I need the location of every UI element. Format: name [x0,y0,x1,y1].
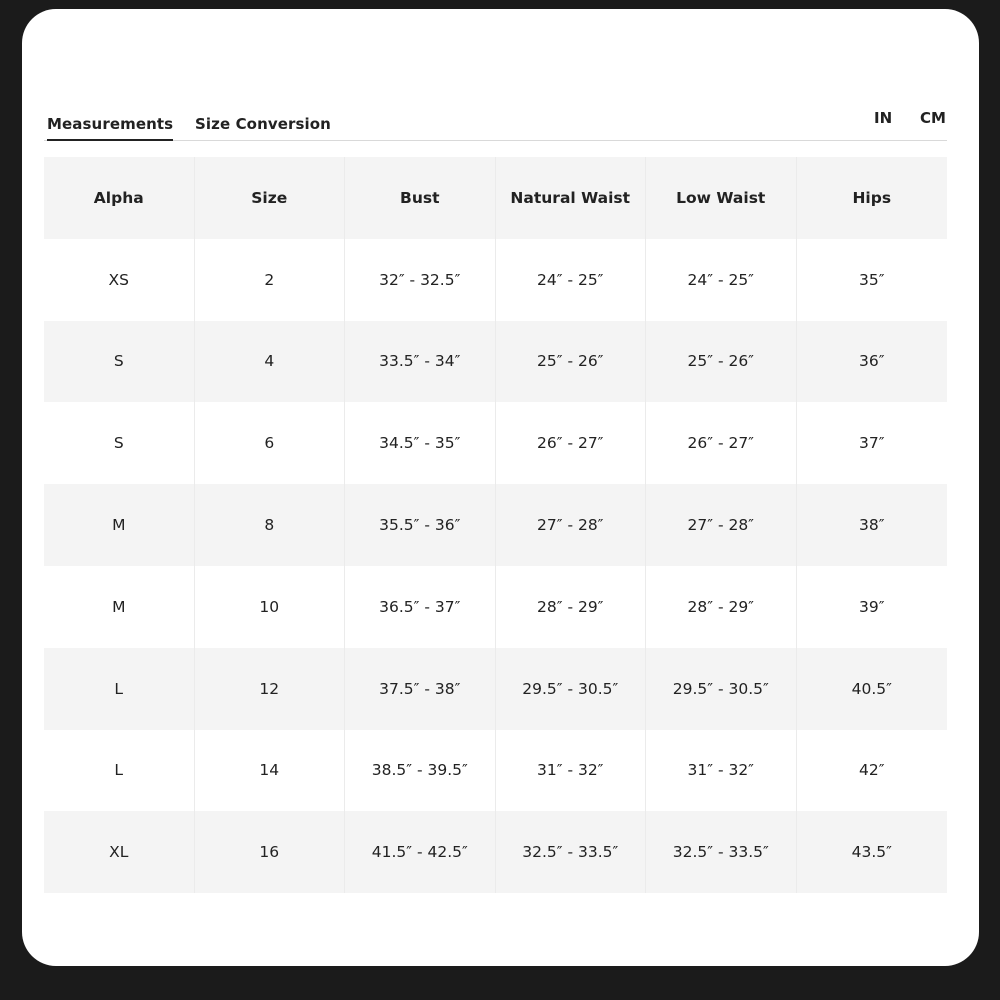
column-header-bust: Bust [345,157,496,239]
unit-toggle-in[interactable]: IN [874,109,893,127]
tab-size-conversion[interactable]: Size Conversion [195,115,331,133]
table-row [44,402,947,484]
cell-low-waist: 28″ - 29″ [646,566,797,648]
cell-bust: 33.5″ - 34″ [345,321,496,403]
cell-alpha: L [44,730,195,812]
cell-natural-waist: 27″ - 28″ [496,484,647,566]
cell-alpha: S [44,321,195,403]
cell-size: 16 [195,811,346,893]
cell-bust: 41.5″ - 42.5″ [345,811,496,893]
cell-bust: 32″ - 32.5″ [345,239,496,321]
table-body [44,239,947,893]
cell-hips: 43.5″ [797,811,948,893]
table-header-row [44,157,947,239]
tab-bar [44,110,947,141]
cell-alpha: M [44,566,195,648]
cell-hips: 42″ [797,730,948,812]
cell-low-waist: 31″ - 32″ [646,730,797,812]
cell-bust: 35.5″ - 36″ [345,484,496,566]
cell-size: 8 [195,484,346,566]
cell-low-waist: 29.5″ - 30.5″ [646,648,797,730]
cell-low-waist: 25″ - 26″ [646,321,797,403]
cell-natural-waist: 32.5″ - 33.5″ [496,811,647,893]
table-row [44,811,947,893]
cell-bust: 38.5″ - 39.5″ [345,730,496,812]
size-chart-card [22,9,979,966]
cell-alpha: L [44,648,195,730]
cell-size: 14 [195,730,346,812]
cell-alpha: S [44,402,195,484]
cell-hips: 35″ [797,239,948,321]
table-row [44,321,947,403]
cell-hips: 38″ [797,484,948,566]
table-row [44,484,947,566]
cell-natural-waist: 25″ - 26″ [496,321,647,403]
table-row [44,239,947,321]
table-row [44,730,947,812]
cell-size: 10 [195,566,346,648]
column-header-size: Size [195,157,346,239]
table-row [44,648,947,730]
cell-size: 12 [195,648,346,730]
cell-natural-waist: 29.5″ - 30.5″ [496,648,647,730]
cell-natural-waist: 28″ - 29″ [496,566,647,648]
unit-toggle-cm[interactable]: CM [920,109,946,127]
cell-size: 6 [195,402,346,484]
cell-hips: 40.5″ [797,648,948,730]
measurements-table [44,157,947,893]
cell-hips: 37″ [797,402,948,484]
cell-bust: 36.5″ - 37″ [345,566,496,648]
cell-hips: 39″ [797,566,948,648]
cell-low-waist: 26″ - 27″ [646,402,797,484]
column-header-low-waist: Low Waist [646,157,797,239]
cell-natural-waist: 26″ - 27″ [496,402,647,484]
column-header-alpha: Alpha [44,157,195,239]
cell-alpha: XS [44,239,195,321]
cell-alpha: XL [44,811,195,893]
cell-low-waist: 32.5″ - 33.5″ [646,811,797,893]
column-header-natural-waist: Natural Waist [496,157,647,239]
cell-bust: 37.5″ - 38″ [345,648,496,730]
cell-natural-waist: 31″ - 32″ [496,730,647,812]
tab-measurements[interactable]: Measurements [47,115,173,141]
table-row [44,566,947,648]
cell-size: 4 [195,321,346,403]
cell-bust: 34.5″ - 35″ [345,402,496,484]
cell-natural-waist: 24″ - 25″ [496,239,647,321]
cell-hips: 36″ [797,321,948,403]
cell-low-waist: 24″ - 25″ [646,239,797,321]
cell-low-waist: 27″ - 28″ [646,484,797,566]
cell-alpha: M [44,484,195,566]
column-header-hips: Hips [797,157,948,239]
cell-size: 2 [195,239,346,321]
